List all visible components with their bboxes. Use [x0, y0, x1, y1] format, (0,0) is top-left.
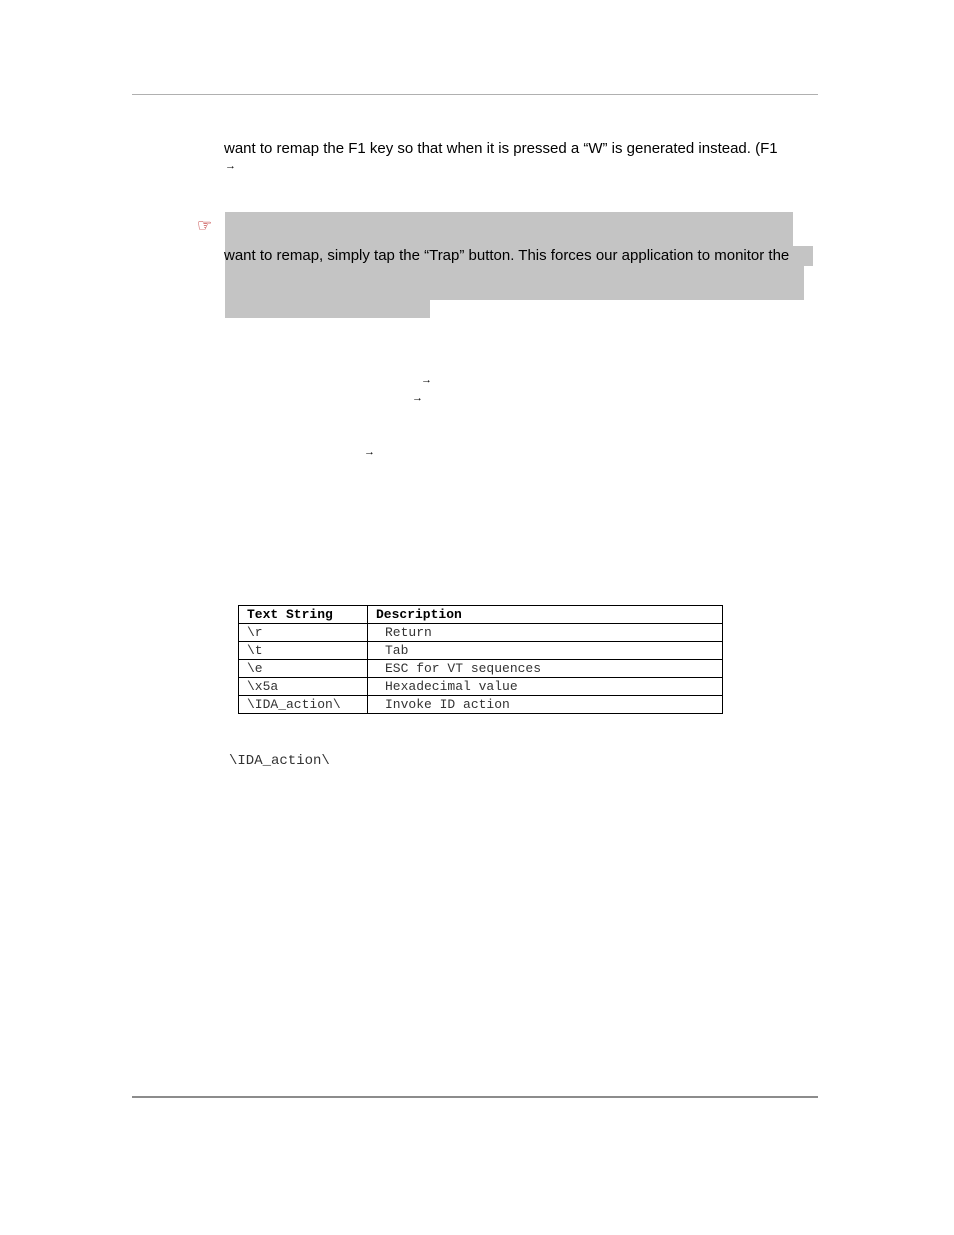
table-cell-text-string: \t [239, 642, 368, 660]
text-string-table [238, 605, 723, 714]
table-cell-description: Tab [368, 642, 723, 660]
note-highlight-3 [225, 266, 804, 300]
table-row [239, 642, 723, 660]
table-row [239, 696, 723, 714]
table-cell-description: ESC for VT sequences [368, 660, 723, 678]
table-row [239, 678, 723, 696]
arrow-icon: → [421, 374, 432, 386]
footer-rule [132, 1096, 818, 1098]
table-header-description: Description [368, 606, 723, 624]
table-cell-text-string: \x5a [239, 678, 368, 696]
arrow-icon: → [412, 392, 423, 404]
table-row [239, 624, 723, 642]
note-line: want to remap, simply tap the “Trap” button. This forces our application to monitor the [224, 247, 790, 264]
code-example: \IDA_action\ [229, 753, 330, 769]
body-line-1: want to remap the F1 key so that when it is pressed a “W” is generated instead. (F1 [224, 140, 778, 157]
table-row [239, 660, 723, 678]
table-header-text-string: Text String [239, 606, 368, 624]
note-highlight-1 [225, 212, 793, 246]
note-highlight-4 [225, 300, 430, 318]
arrow-icon: → [225, 160, 236, 172]
header-rule [132, 94, 818, 95]
table-cell-description: Hexadecimal value [368, 678, 723, 696]
table-cell-text-string: \e [239, 660, 368, 678]
table-cell-description: Invoke ID action [368, 696, 723, 714]
table-cell-text-string: \IDA_action\ [239, 696, 368, 714]
table-cell-description: Return [368, 624, 723, 642]
arrow-icon: → [364, 446, 375, 458]
pointing-hand-icon: ☞ [197, 216, 213, 235]
table-header-row [239, 606, 723, 624]
table-cell-text-string: \r [239, 624, 368, 642]
